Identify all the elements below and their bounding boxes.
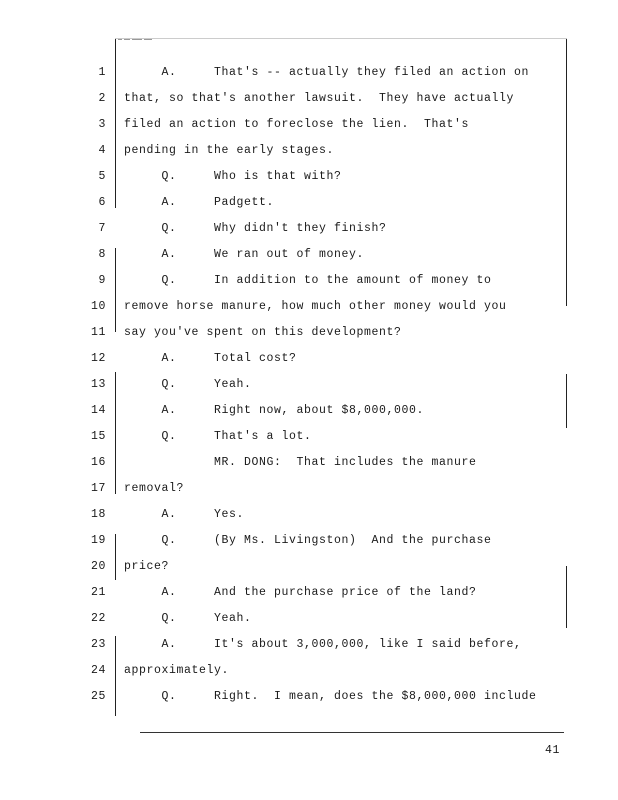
header-mark (118, 30, 154, 36)
line-number: 20 (90, 560, 106, 573)
right-margin-bar (566, 374, 567, 428)
left-margin-bar (115, 372, 116, 494)
right-margin-bar (566, 566, 567, 628)
line-number: 3 (98, 118, 106, 131)
line-number: 24 (90, 664, 106, 677)
left-margin-bar (115, 534, 116, 580)
line-number: 1 (98, 66, 106, 79)
transcript-line: say you've spent on this development? (124, 326, 402, 339)
line-number: 5 (98, 170, 106, 183)
transcript-line: Q. Yeah. (124, 612, 252, 625)
transcript-line: A. It's about 3,000,000, like I said before, (124, 638, 522, 651)
line-number: 16 (90, 456, 106, 469)
left-margin-bar (115, 636, 116, 716)
transcript-line: Q. Who is that with? (124, 170, 342, 183)
transcript-line: MR. DONG: That includes the manure (124, 456, 477, 469)
transcript-line: A. Total cost? (124, 352, 297, 365)
line-number: 22 (90, 612, 106, 625)
transcript-line: Q. (By Ms. Livingston) And the purchase (124, 534, 492, 547)
line-number: 9 (98, 274, 106, 287)
left-margin-bar (115, 38, 116, 208)
line-number: 18 (90, 508, 106, 521)
line-number: 25 (90, 690, 106, 703)
right-margin-bar (566, 38, 567, 306)
line-number: 2 (98, 92, 106, 105)
line-number: 4 (98, 144, 106, 157)
transcript-line: A. Padgett. (124, 196, 275, 209)
line-number: 10 (90, 300, 106, 313)
transcript-line: remove horse manure, how much other money would you (124, 300, 507, 313)
transcript-line: Q. Why didn't they finish? (124, 222, 387, 235)
transcript-line: pending in the early stages. (124, 144, 335, 157)
transcript-line: removal? (124, 482, 185, 495)
transcript-line: filed an action to foreclose the lien. That's (124, 118, 470, 131)
page-number: 41 (544, 744, 560, 757)
line-number: 6 (98, 196, 106, 209)
top-rule (115, 38, 567, 39)
line-number: 13 (90, 378, 106, 391)
line-number: 12 (90, 352, 106, 365)
line-number: 8 (98, 248, 106, 261)
line-number: 15 (90, 430, 106, 443)
transcript-line: Q. Yeah. (124, 378, 252, 391)
transcript-line: price? (124, 560, 170, 573)
line-number: 23 (90, 638, 106, 651)
left-margin-bar (115, 248, 116, 332)
line-number: 19 (90, 534, 106, 547)
transcript-line: approximately. (124, 664, 230, 677)
transcript-line: A. And the purchase price of the land? (124, 586, 477, 599)
transcript-line: A. That's -- actually they filed an action on (124, 66, 530, 79)
transcript-line: that, so that's another lawsuit. They have actually (124, 92, 515, 105)
line-number: 14 (90, 404, 106, 417)
bottom-rule (140, 732, 564, 733)
transcript-line: A. Right now, about $8,000,000. (124, 404, 425, 417)
line-number: 11 (90, 326, 106, 339)
transcript-line: Q. That's a lot. (124, 430, 312, 443)
line-number: 7 (98, 222, 106, 235)
line-number: 17 (90, 482, 106, 495)
transcript-line: Q. In addition to the amount of money to (124, 274, 492, 287)
transcript-line: A. We ran out of money. (124, 248, 365, 261)
line-number: 21 (90, 586, 106, 599)
transcript-line: A. Yes. (124, 508, 245, 521)
transcript-line: Q. Right. I mean, does the $8,000,000 include (124, 690, 537, 703)
